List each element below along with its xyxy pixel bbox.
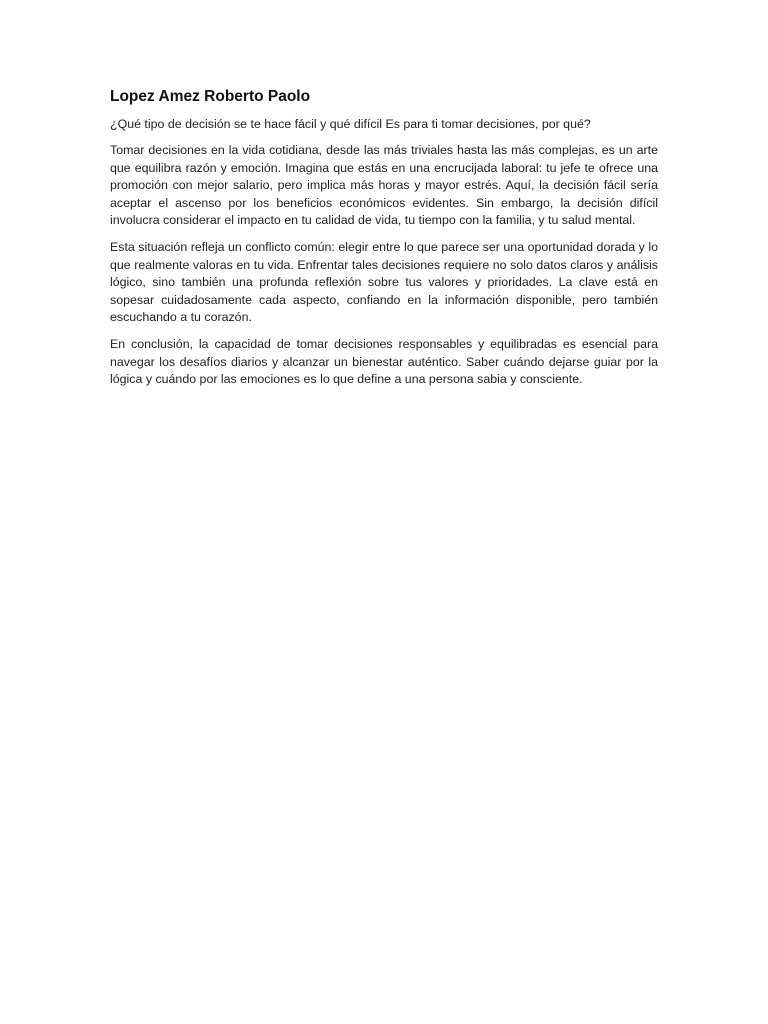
paragraph-conclusion: En conclusión, la capacidad de tomar decisiones responsables y equilibradas es esencial para navegar los desafíos diarios y alcanzar un bienestar auténtico. Saber cuándo dejarse guiar por la lógica y cuándo por las emociones es lo que define a una persona sabia y consciente. [110, 336, 658, 387]
paragraph-conflict: Esta situación refleja un conflicto común: elegir entre lo que parece ser una oportunidad dorada y lo que realmente valoras en tu vida. Enfrentar tales decisiones requiere no solo datos claros y análisis lógico, sino también una profunda reflexión sobre tus valores y prioridades. La clave está en sopesar cuidadosamente cada aspecto, confiando en la información disponible, pero también escuchando a tu corazón. [110, 239, 658, 325]
paragraph-intro: Tomar decisiones en la vida cotidiana, desde las más triviales hasta las más complejas, es un arte que equilibra razón y emoción. Imagina que estás en una encrucijada laboral: tu jefe te ofrece una promoción con mejor salario, pero implica más horas y mayor estrés. Aquí, la decisión fácil sería aceptar el ascenso por los beneficios económicos evidentes. Sin embargo, la decisión difícil involucra considerar el impacto en tu calidad de vida, tu tiempo con la familia, y tu salud mental. [110, 143, 658, 228]
question-line: ¿Qué tipo de decisión se te hace fácil y qué difícil Es para ti tomar decisiones, por qué? [110, 117, 591, 131]
document-body [110, 86, 658, 398]
author-name-heading: Lopez Amez Roberto Paolo [110, 88, 311, 105]
